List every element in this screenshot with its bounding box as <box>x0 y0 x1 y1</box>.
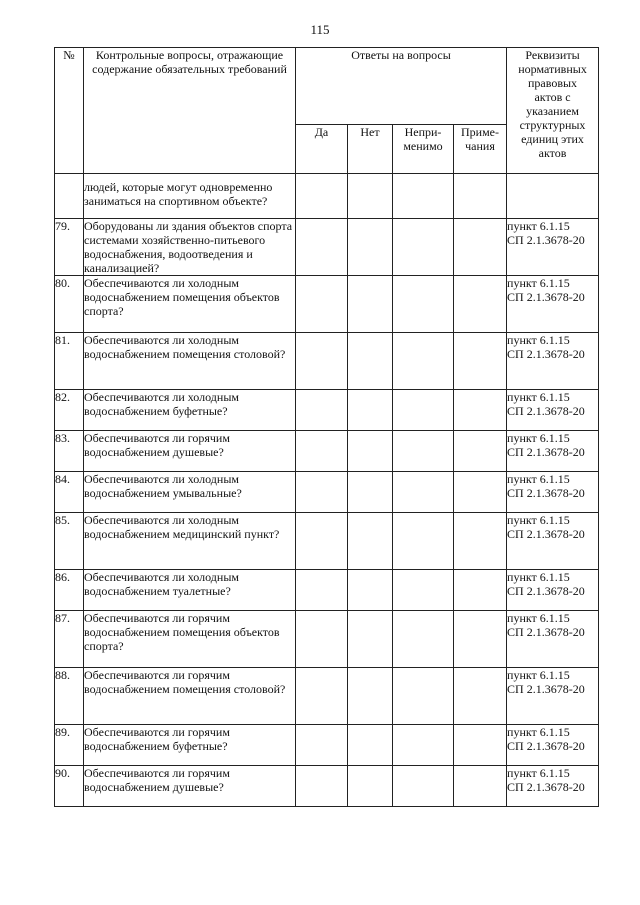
row-question: Обеспечиваются ли холодным водоснабжением буфетные? <box>84 390 296 431</box>
row-number: 89. <box>55 725 84 766</box>
row-answer-yes <box>296 725 348 766</box>
row-notes <box>454 174 507 219</box>
header-notes: Приме- чания <box>454 125 507 174</box>
row-answer-yes <box>296 276 348 333</box>
row-answer-no <box>348 333 393 390</box>
row-answer-yes <box>296 219 348 276</box>
table-row <box>55 570 599 611</box>
row-question: Обеспечиваются ли холодным водоснабжением медицинский пункт? <box>84 513 296 570</box>
row-answer-yes <box>296 611 348 668</box>
table-row <box>55 472 599 513</box>
row-answer-not-applicable <box>393 668 454 725</box>
row-notes <box>454 725 507 766</box>
row-answer-no <box>348 390 393 431</box>
checklist-table <box>54 47 599 807</box>
row-notes <box>454 333 507 390</box>
header-not-applicable: Непри- менимо <box>393 125 454 174</box>
row-requisite: пункт 6.1.15 СП 2.1.3678-20 <box>507 570 599 611</box>
row-number: 84. <box>55 472 84 513</box>
row-requisite: пункт 6.1.15 СП 2.1.3678-20 <box>507 219 599 276</box>
row-notes <box>454 431 507 472</box>
row-answer-no <box>348 472 393 513</box>
table-row <box>55 611 599 668</box>
row-answer-no <box>348 174 393 219</box>
row-question: Обеспечиваются ли горячим водоснабжением душевые? <box>84 766 296 807</box>
row-answer-yes <box>296 570 348 611</box>
row-requisite: пункт 6.1.15 СП 2.1.3678-20 <box>507 611 599 668</box>
row-answer-yes <box>296 472 348 513</box>
row-answer-not-applicable <box>393 333 454 390</box>
row-answer-not-applicable <box>393 725 454 766</box>
table-row <box>55 431 599 472</box>
table-row <box>55 390 599 431</box>
header-answers: Ответы на вопросы <box>296 48 507 125</box>
row-number: 82. <box>55 390 84 431</box>
table-row <box>55 725 599 766</box>
row-requisite: пункт 6.1.15 СП 2.1.3678-20 <box>507 472 599 513</box>
row-number: 79. <box>55 219 84 276</box>
table-row <box>55 766 599 807</box>
row-answer-not-applicable <box>393 611 454 668</box>
row-notes <box>454 611 507 668</box>
row-answer-yes <box>296 174 348 219</box>
row-answer-not-applicable <box>393 570 454 611</box>
header-yes: Да <box>296 125 348 174</box>
row-requisite: пункт 6.1.15 СП 2.1.3678-20 <box>507 513 599 570</box>
row-requisite <box>507 174 599 219</box>
table-row <box>55 513 599 570</box>
row-answer-not-applicable <box>393 219 454 276</box>
row-answer-yes <box>296 333 348 390</box>
row-question: Обеспечиваются ли холодным водоснабжением умывальные? <box>84 472 296 513</box>
row-number: 81. <box>55 333 84 390</box>
row-answer-not-applicable <box>393 431 454 472</box>
table-row <box>55 276 599 333</box>
row-notes <box>454 472 507 513</box>
row-answer-no <box>348 276 393 333</box>
row-question: Обеспечиваются ли холодным водоснабжением помещения столовой? <box>84 333 296 390</box>
row-answer-not-applicable <box>393 174 454 219</box>
row-requisite: пункт 6.1.15 СП 2.1.3678-20 <box>507 431 599 472</box>
row-notes <box>454 219 507 276</box>
row-answer-not-applicable <box>393 390 454 431</box>
row-answer-no <box>348 219 393 276</box>
row-notes <box>454 570 507 611</box>
page-number: 115 <box>310 22 330 37</box>
row-number <box>55 174 84 219</box>
row-question: Обеспечиваются ли холодным водоснабжением помещения объектов спорта? <box>84 276 296 333</box>
row-answer-not-applicable <box>393 276 454 333</box>
row-requisite: пункт 6.1.15 СП 2.1.3678-20 <box>507 668 599 725</box>
row-answer-no <box>348 766 393 807</box>
table-row <box>55 333 599 390</box>
row-answer-yes <box>296 390 348 431</box>
row-number: 85. <box>55 513 84 570</box>
row-answer-yes <box>296 766 348 807</box>
row-notes <box>454 766 507 807</box>
row-question: Обеспечиваются ли горячим водоснабжением душевые? <box>84 431 296 472</box>
table-header <box>55 48 599 174</box>
row-answer-no <box>348 431 393 472</box>
row-answer-no <box>348 611 393 668</box>
row-notes <box>454 513 507 570</box>
row-number: 90. <box>55 766 84 807</box>
row-number: 86. <box>55 570 84 611</box>
row-question: Обеспечиваются ли горячим водоснабжением буфетные? <box>84 725 296 766</box>
row-question: Обеспечиваются ли холодным водоснабжением туалетные? <box>84 570 296 611</box>
row-answer-no <box>348 725 393 766</box>
row-answer-no <box>348 570 393 611</box>
row-question: Обеспечиваются ли горячим водоснабжением помещения столовой? <box>84 668 296 725</box>
row-question: Оборудованы ли здания объектов спорта системами хозяйственно-питьевого водоснабжения, водоотведения и канализацией? <box>84 219 296 276</box>
row-answer-yes <box>296 668 348 725</box>
table-row <box>55 668 599 725</box>
row-notes <box>454 276 507 333</box>
row-notes <box>454 668 507 725</box>
row-answer-not-applicable <box>393 766 454 807</box>
header-number: № <box>55 48 84 174</box>
table-row <box>55 219 599 276</box>
table-body <box>55 174 599 807</box>
row-requisite: пункт 6.1.15 СП 2.1.3678-20 <box>507 766 599 807</box>
row-number: 83. <box>55 431 84 472</box>
row-requisite: пункт 6.1.15 СП 2.1.3678-20 <box>507 333 599 390</box>
row-number: 88. <box>55 668 84 725</box>
header-no-answer: Нет <box>348 125 393 174</box>
row-number: 80. <box>55 276 84 333</box>
row-answer-not-applicable <box>393 513 454 570</box>
row-requisite: пункт 6.1.15 СП 2.1.3678-20 <box>507 725 599 766</box>
row-answer-yes <box>296 513 348 570</box>
row-question: Обеспечиваются ли горячим водоснабжением помещения объектов спорта? <box>84 611 296 668</box>
row-notes <box>454 390 507 431</box>
row-requisite: пункт 6.1.15 СП 2.1.3678-20 <box>507 390 599 431</box>
row-number: 87. <box>55 611 84 668</box>
row-answer-not-applicable <box>393 472 454 513</box>
row-requisite: пункт 6.1.15 СП 2.1.3678-20 <box>507 276 599 333</box>
row-answer-no <box>348 513 393 570</box>
row-answer-yes <box>296 431 348 472</box>
table-row <box>55 174 599 219</box>
row-question: людей, которые могут одновременно заниматься на спортивном объекте? <box>84 174 296 219</box>
header-requisites: Реквизиты нормативных правовых актов с указанием структурных единиц этих актов <box>507 48 599 174</box>
header-question: Контрольные вопросы, отражающие содержание обязательных требований <box>84 48 296 174</box>
row-answer-no <box>348 668 393 725</box>
